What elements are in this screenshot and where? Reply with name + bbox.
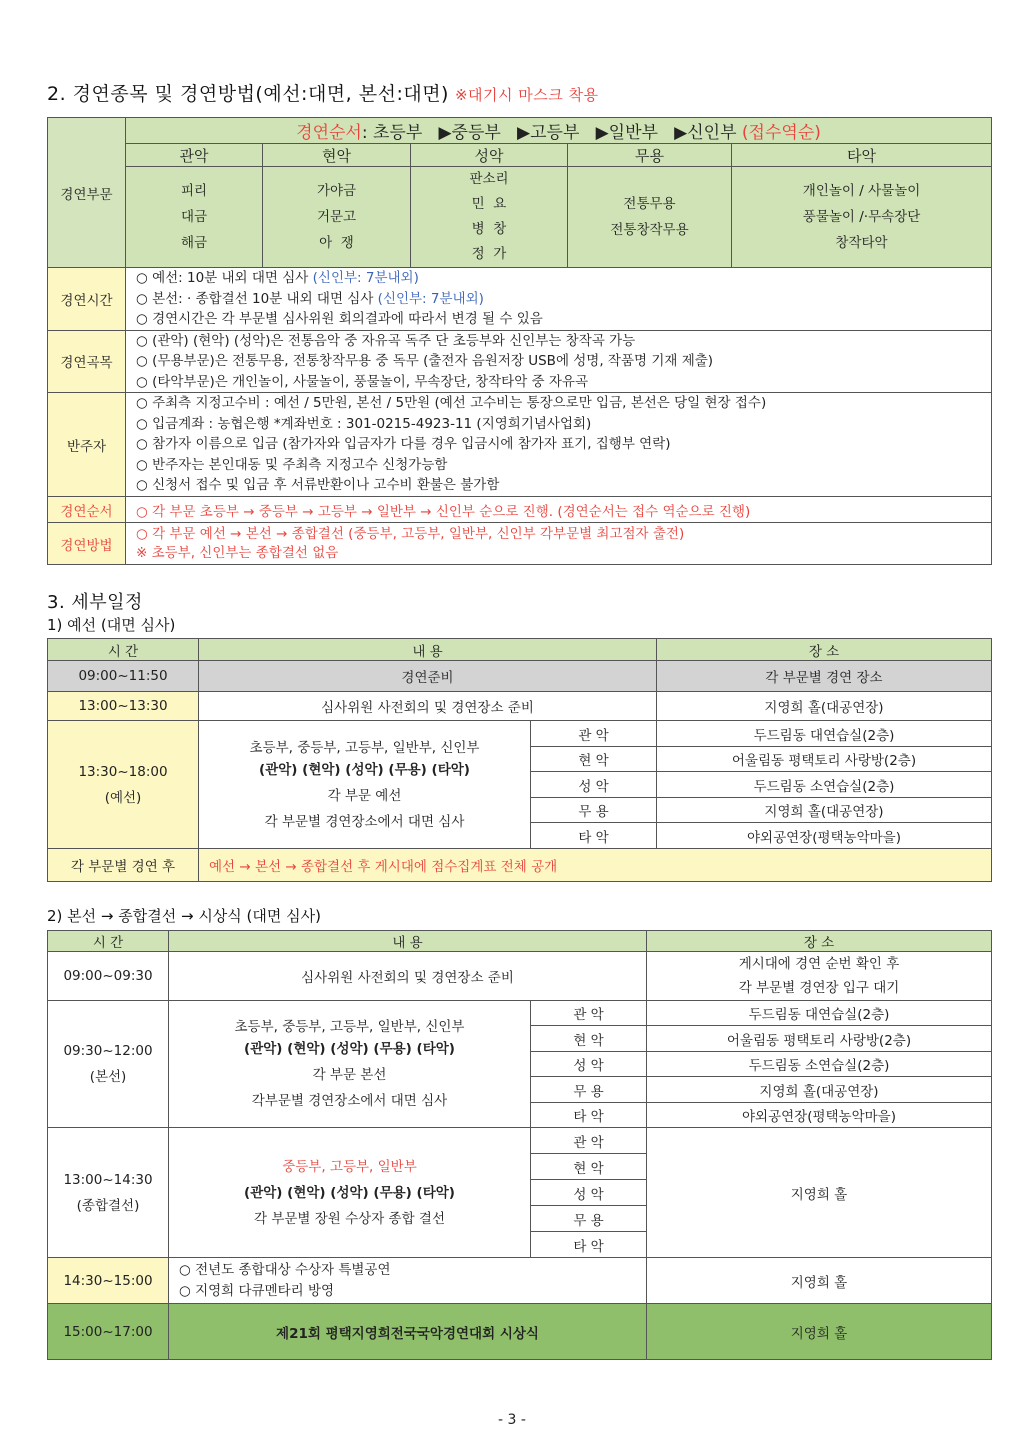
accomp-line: ○ 신청서 접수 및 입금 후 서류반환이나 고수비 환불은 불가함	[136, 477, 500, 494]
order-level: ▶신인부	[674, 123, 737, 143]
final-title: 2) 본선 → 종합결선 → 시상식 (대면 심사)	[47, 907, 321, 925]
prelim-header-time: 시 간	[48, 639, 199, 661]
content-line: 초등부, 중등부, 고등부, 일반부, 신인부	[249, 739, 480, 756]
final-row2-time-note: (본선)	[89, 1069, 127, 1085]
division-items-percussion	[732, 167, 992, 268]
division-item: 해금	[180, 235, 208, 251]
row-label-accomp: 반주자	[48, 393, 126, 497]
division-items-vocal	[411, 167, 568, 268]
section3-title: 3. 세부일정	[47, 592, 143, 613]
final-row1-time: 09:00~09:30	[48, 952, 169, 1001]
final-row1-place-line: 각 부문별 경연장 입구 대기	[738, 980, 900, 996]
section2-title-text: 2. 경연종목 및 경연방법(예선:대면, 본선:대면)	[47, 83, 449, 105]
final-sub-place: 두드림동 소연습실(2층)	[647, 1052, 992, 1077]
final-header-place: 장 소	[647, 931, 992, 952]
prelim-schedule-table	[47, 638, 992, 882]
final-row3-field: 무 용	[531, 1206, 647, 1232]
prelim-row2-place: 지영희 홀(대공연장)	[657, 692, 992, 721]
division-items-dance	[568, 167, 732, 268]
division-header-percussion: 타악	[732, 144, 992, 167]
final-sub-place: 어울림동 평택토리 사랑방(2층)	[647, 1026, 992, 1052]
order-level: 초등부	[372, 123, 423, 143]
division-item: 정 가	[471, 246, 507, 262]
prelim-title: 1) 예선 (대면 심사)	[47, 616, 176, 634]
final-row3-time-text: 13:00~14:30	[63, 1171, 153, 1188]
prelim-sub-field: 관 악	[531, 721, 657, 747]
division-item: 가야금	[316, 183, 357, 199]
page-number: - 3 -	[498, 1412, 526, 1428]
division-item: 전통창작무용	[610, 222, 689, 238]
division-item: 거문고	[316, 209, 357, 225]
division-header-vocal: 성악	[411, 144, 568, 167]
final-row3-field: 성 악	[531, 1180, 647, 1206]
content-line: 초등부, 중등부, 고등부, 일반부, 신인부	[234, 1019, 465, 1035]
competition-table	[47, 117, 992, 565]
final-header-time: 시 간	[48, 931, 169, 952]
final-row5-place: 지영희 홀	[647, 1304, 992, 1360]
division-item: 창작타악	[835, 235, 888, 251]
content-line: 각부문별 경연장소에서 대면 심사	[251, 1093, 448, 1109]
division-item: 풍물놀이 /·무속장단	[802, 209, 921, 225]
row-label-time: 경연시간	[48, 268, 126, 331]
piece-line: ○ (무용부문)은 전통무용, 전통창작무용 중 독무 (출전자 음원저장 USB에 성명, 작품명 기재 제출)	[136, 353, 714, 369]
content-line: ○ 지영희 다큐멘타리 방영	[179, 1282, 335, 1299]
row-label-division: 경연부문	[48, 118, 126, 268]
final-row3-content	[169, 1128, 531, 1258]
division-item: 피리	[180, 183, 208, 199]
accomp-line: ○ 반주자는 본인대동 및 주최측 지정고수 신청가능함	[136, 456, 448, 473]
final-schedule-table	[47, 930, 992, 1360]
method-line: ○ 각 부문 예선 → 본선 → 종합결선 (중등부, 고등부, 일반부, 신인부 각부문별 최고점자 출전)	[136, 525, 685, 542]
row-label-order: 경연순서	[48, 497, 126, 523]
content-line: 각 부문 본선	[312, 1067, 387, 1083]
division-header-string: 현악	[263, 144, 411, 167]
prelim-sub-place: 야외공연장(평택농악마을)	[657, 823, 992, 849]
piece-lines	[126, 330, 992, 393]
section2-title	[47, 79, 599, 106]
final-row5-time: 15:00~17:00	[48, 1304, 169, 1360]
division-item: 전통무용	[623, 196, 676, 212]
final-row3-field: 현 악	[531, 1154, 647, 1180]
content-line: 각 부문별 장원 수상자 종합 결선	[254, 1210, 445, 1227]
accomp-lines	[126, 393, 992, 497]
order-header-label: 경연순서	[296, 123, 362, 143]
final-row2-time	[48, 1001, 169, 1128]
prelim-sub-field: 현 악	[531, 747, 657, 772]
order-level: ▶중등부	[438, 123, 501, 143]
prelim-row1-time: 09:00~11:50	[48, 661, 199, 692]
order-line: ○ 각 부문 초등부 → 중등부 → 고등부 → 일반부 → 신인부 순으로 진행. (경연순서는 접수 역순으로 진행)	[126, 497, 992, 523]
division-item: 아 쟁	[319, 235, 354, 251]
final-sub-field: 타 악	[531, 1103, 647, 1128]
time-line: ○ 경연시간은 각 부문별 심사위원 회의결과에 따라서 변경 될 수 있음	[136, 311, 543, 327]
method-line: ※ 초등부, 신인부는 종합결선 없음	[136, 544, 339, 561]
mask-note: ※대기시 마스크 착용	[454, 86, 599, 104]
time-note: (신인부: 7분내외)	[312, 270, 419, 286]
final-sub-place: 야외공연장(평택농악마을)	[647, 1103, 992, 1128]
final-sub-field: 무 용	[531, 1077, 647, 1103]
final-row3-time	[48, 1128, 169, 1258]
final-sub-field: 관 악	[531, 1001, 647, 1026]
content-line: (관악) (현악) (성악) (무용) (타악)	[259, 761, 470, 778]
prelim-row3-time	[48, 721, 199, 849]
prelim-row3-time-note: (예선)	[104, 789, 142, 806]
prelim-header-place: 장 소	[657, 639, 992, 661]
prelim-sub-field: 성 악	[531, 772, 657, 798]
row-label-method: 경연방법	[48, 523, 126, 565]
prelim-row1-content: 경연준비	[199, 661, 657, 692]
order-header-note: (접수역순)	[741, 123, 821, 143]
prelim-row4-content: 예선 → 본선 → 종합결선 후 게시대에 점수집계표 전체 공개	[199, 849, 992, 882]
prelim-row1-place: 각 부문별 경연 장소	[657, 661, 992, 692]
final-row1-place-line: 게시대에 경연 순번 확인 후	[738, 956, 900, 972]
final-row1-content: 심사위원 사전회의 및 경연장소 준비	[169, 952, 647, 1001]
time-line: ○ 본선: · 종합결선 10분 내외 대면 심사	[136, 290, 374, 307]
final-sub-place: 두드림동 대연습실(2층)	[647, 1001, 992, 1026]
final-sub-field: 현 악	[531, 1026, 647, 1052]
division-item: 판소리	[469, 171, 509, 187]
accomp-line: ○ 입금계좌 : 농협은행 *계좌번호 : 301-0215-4923-11 (지영희기념사업회)	[136, 415, 592, 432]
content-line: 각 부문별 경연장소에서 대면 심사	[264, 813, 465, 830]
time-line: ○ 예선: 10분 내외 대면 심사	[136, 270, 309, 286]
content-line: ○ 전년도 종합대상 수상자 특별공연	[179, 1261, 391, 1278]
time-lines	[126, 268, 992, 331]
division-items-string	[263, 167, 411, 268]
division-item: 병 창	[471, 221, 507, 237]
prelim-sub-place: 지영희 홀(대공연장)	[657, 798, 992, 823]
prelim-sub-place: 두드림동 소연습실(2층)	[657, 772, 992, 798]
prelim-row2-content: 심사위원 사전회의 및 경연장소 준비	[199, 692, 657, 721]
prelim-row2-time: 13:00~13:30	[48, 692, 199, 721]
division-header-wind: 관악	[126, 144, 263, 167]
time-note: (신인부: 7분내외)	[377, 290, 484, 307]
order-level: ▶일반부	[595, 123, 658, 143]
division-item: 개인놀이 / 사물놀이	[802, 183, 921, 199]
final-row1-place	[647, 952, 992, 1001]
final-sub-field: 성 악	[531, 1052, 647, 1077]
final-sub-place: 지영희 홀(대공연장)	[647, 1077, 992, 1103]
order-level: ▶고등부	[517, 123, 580, 143]
order-header-colon: :	[361, 123, 368, 143]
content-line: (관악) (현악) (성악) (무용) (타악)	[244, 1041, 455, 1057]
row-label-piece: 경연곡목	[48, 330, 126, 393]
final-row4-content	[169, 1258, 647, 1304]
final-row3-time-note: (종합결선)	[76, 1197, 140, 1214]
piece-line: ○ (타악부문)은 개인놀이, 사물놀이, 풍물놀이, 무속장단, 창작타악 중 자유곡	[136, 373, 588, 390]
division-items-wind	[126, 167, 263, 268]
order-header	[126, 118, 992, 144]
final-row3-place: 지영희 홀	[647, 1128, 992, 1258]
final-header-content: 내 용	[169, 931, 647, 952]
final-row4-place: 지영희 홀	[647, 1258, 992, 1304]
prelim-row3-time-text: 13:30~18:00	[78, 763, 168, 780]
content-line: (관악) (현악) (성악) (무용) (타악)	[244, 1184, 455, 1201]
prelim-row4-time: 각 부문별 경연 후	[48, 849, 199, 882]
final-row3-field: 관 악	[531, 1128, 647, 1154]
prelim-sub-field: 무 용	[531, 798, 657, 823]
division-header-dance: 무용	[568, 144, 732, 167]
final-row2-time-text: 09:30~12:00	[63, 1043, 153, 1059]
prelim-sub-place: 어울림동 평택토리 사랑방(2층)	[657, 747, 992, 772]
division-item: 민 요	[471, 196, 507, 212]
prelim-row3-content	[199, 721, 531, 849]
prelim-header-content: 내 용	[199, 639, 657, 661]
content-line: 중등부, 고등부, 일반부	[282, 1158, 417, 1175]
piece-line: ○ (관악) (현악) (성악)은 전통음악 중 자유곡 독주 단 초등부와 신인부는 창작곡 가능	[136, 332, 636, 349]
accomp-line: ○ 주최측 지정고수비 : 예선 / 5만원, 본선 / 5만원 (예선 고수비는 통장으로만 입금, 본선은 당일 현장 접수)	[136, 395, 767, 412]
method-lines	[126, 523, 992, 565]
prelim-sub-place: 두드림동 대연습실(2층)	[657, 721, 992, 747]
final-row2-content	[169, 1001, 531, 1128]
final-row3-field: 타 악	[531, 1232, 647, 1258]
accomp-line: ○ 참가자 이름으로 입금 (참가자와 입금자가 다를 경우 입금시에 참가자 표기, 집행부 연락)	[136, 436, 671, 453]
final-row5-content: 제21회 평택지영희전국국악경연대회 시상식	[169, 1304, 647, 1360]
content-line: 각 부문 예선	[327, 787, 402, 804]
prelim-sub-field: 타 악	[531, 823, 657, 849]
final-row4-time: 14:30~15:00	[48, 1258, 169, 1304]
division-item: 대금	[180, 209, 208, 225]
